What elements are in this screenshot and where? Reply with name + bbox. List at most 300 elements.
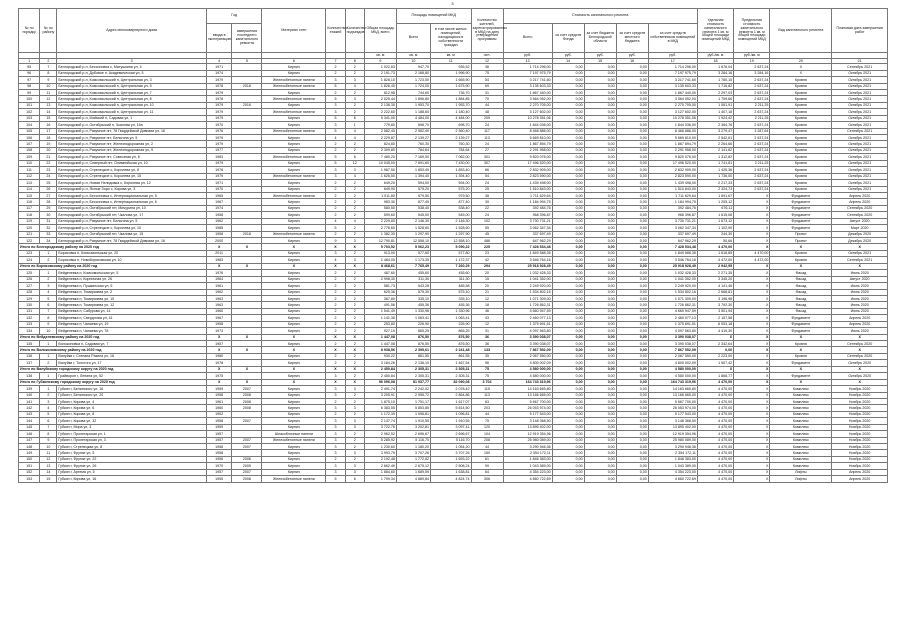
cell-lim: X [734, 386, 770, 392]
cell-u: 4 470,00 [697, 392, 733, 398]
column-number-cell: 9 [364, 58, 396, 64]
cell-e: 2 [345, 70, 364, 76]
cell-f: 4 [326, 135, 345, 141]
cell-dt: Март 2020 [832, 225, 888, 231]
cell-m: Кирпич [262, 418, 326, 424]
table-body [19, 53, 888, 483]
cell-c2: 0,00 [584, 366, 616, 372]
cell-p: 69 [471, 83, 503, 89]
cell-m: Кирпич [262, 341, 326, 347]
cell-c3: 0,00 [616, 476, 648, 482]
col-cost-owners: за счет средств собственников помещений в МКД [648, 24, 697, 53]
cell-s1: 467,60 [364, 270, 396, 276]
cell-c: 5 177 543,00 [503, 411, 552, 417]
cell-c1: 0,00 [552, 398, 584, 404]
cell-s2: 2 139,27 [396, 135, 430, 141]
cell-c2: 0,00 [584, 238, 616, 244]
cell-c3: 0,00 [616, 411, 648, 417]
cell-c4: 12 919 354,96 [648, 431, 697, 437]
cell-c2: 0,00 [584, 341, 616, 347]
cell-m: Кирпич [262, 411, 326, 417]
cell-c: 3 127 602,00 [503, 109, 552, 115]
cell-c2: 0,00 [584, 128, 616, 134]
cell-lim: 2 637,24 [734, 83, 770, 89]
cell-c2: 0,00 [584, 244, 616, 250]
cell-c4: 337 697,49 [648, 231, 697, 237]
cell-e: X [345, 379, 364, 385]
cell-dt: Сентябрь 2020 [832, 205, 888, 211]
row-number: 129 [19, 295, 40, 301]
cell-c1: 0,00 [552, 289, 584, 295]
cell-t: Фасад [770, 276, 832, 282]
cell-e: 2 [345, 205, 364, 211]
row-address: Вейделевка п, Комсомольская ул, 5 [57, 270, 206, 276]
cell-c3: 0,00 [616, 418, 648, 424]
cell-c1: 0,00 [552, 167, 584, 173]
row-district-number: 4 [40, 289, 57, 295]
cell-c2: 0,00 [584, 276, 616, 282]
cell-s1: 96 096,08 [364, 379, 396, 385]
cell-c: 164 743 319,96 [503, 379, 552, 385]
cell-e: 2 [345, 295, 364, 301]
cell-c3: 0,00 [616, 96, 648, 102]
cell-c: 4 800 002,09 [503, 360, 552, 366]
cell-c1: 0,00 [552, 128, 584, 134]
cell-t: Кровля [770, 96, 832, 102]
col-type: Вид капитального ремонта [770, 9, 832, 53]
cell-c3: 0,00 [616, 328, 648, 334]
capital-repair-table [18, 8, 888, 483]
cell-s3: 736,70 [430, 89, 471, 95]
cell-t: X [770, 64, 832, 70]
cell-dt: Октябрь 2021 [832, 141, 888, 147]
row-district-number: 20 [40, 147, 57, 153]
cell-e: 3 [345, 238, 364, 244]
cell-t: Кровля [770, 122, 832, 128]
cell-s2: 2 146,30 [396, 218, 430, 224]
cell-s1: 1 011,80 [364, 192, 396, 198]
cell-s1: 2 491,74 [364, 386, 396, 392]
cell-c4: 3 390 038,07 [648, 341, 697, 347]
cell-s3: 1 467,54 [430, 360, 471, 366]
cell-f: 2 [326, 186, 345, 192]
row-number: 120 [19, 225, 40, 231]
column-number-cell: 8 [345, 58, 364, 64]
row-district-number: 2 [40, 392, 57, 398]
cell-c3: 0,00 [616, 463, 648, 469]
cell-c4: 5 669 810,00 [648, 135, 697, 141]
cell-p: 64 [471, 469, 503, 475]
cell-c4: 26 053 974,00 [648, 405, 697, 411]
cell-y: 2011 [206, 250, 232, 256]
cell-m: Кирпич [262, 64, 326, 70]
cell-dt: Июнь 2020 [832, 270, 888, 276]
cell-c3: 0,00 [616, 373, 648, 379]
cell-f: 5 [326, 154, 345, 160]
row-district-number: 8 [40, 70, 57, 76]
cell-c1: 0,00 [552, 379, 584, 385]
cell-m: Кирпич [262, 199, 326, 205]
cell-f: 3 [326, 405, 345, 411]
row-address: Белгородский р-н, Новая Нелидовка с, Королева ул, 12 [57, 180, 206, 186]
row-district-number: 14 [40, 109, 57, 115]
cell-s1: 580,50 [364, 205, 396, 211]
cell-lim: X [734, 424, 770, 430]
cell-c1: 0,00 [552, 77, 584, 83]
cell-c2: 0,00 [584, 186, 616, 192]
cell-y: 1963 [206, 302, 232, 308]
cell-s1: 1 447,08 [364, 334, 396, 340]
cell-y: 1980 [206, 353, 232, 359]
cell-lim: X [734, 418, 770, 424]
cell-m: Кирпич [262, 102, 326, 108]
cell-t: Кровля [770, 250, 832, 256]
cell-c2: 0,00 [584, 257, 616, 263]
cell-y: 1959 [206, 386, 232, 392]
column-number-cell: 11 [430, 58, 471, 64]
cell-f: 2 [326, 341, 345, 347]
cell-f: 3 [326, 463, 345, 469]
row-district-number: 16 [40, 122, 57, 128]
cell-p: 294 [471, 263, 503, 269]
cell-r: 2007 [232, 437, 262, 443]
cell-c2: 0,00 [584, 463, 616, 469]
cell-f: 2 [326, 276, 345, 282]
cell-dt: Октябрь 2021 [832, 109, 888, 115]
cell-c4: 7 867 552,09 [648, 347, 697, 353]
cell-m: Кирпич [262, 398, 326, 404]
cell-e: 2 [345, 392, 364, 398]
cell-y: 1978 [206, 96, 232, 102]
cell-c4: 9 820 076,00 [648, 154, 697, 160]
cell-dt: Апрель 2020 [832, 476, 888, 482]
cell-s2: 876,50 [396, 341, 430, 347]
unit-cell: руб. [584, 53, 616, 59]
cell-f: 2 [326, 205, 345, 211]
cell-t: Кровля [770, 180, 832, 186]
cell-c: 2 460 077,13 [503, 315, 552, 321]
row-district-number: 15 [40, 115, 57, 121]
unit-cell: кв. м [364, 53, 396, 59]
row-address: Белгородский р-н, Бессоновка с, Интернациональная ул, 6 [57, 199, 206, 205]
cell-c2: 0,00 [584, 386, 616, 392]
cell-s1: 1 541,49 [364, 308, 396, 314]
cell-e: 2 [345, 283, 364, 289]
cell-c1: 0,00 [552, 250, 584, 256]
row-address: Белгородский р-н, Стрелецкое с, Королева ул, 8 [57, 167, 206, 173]
cell-s2: 455,36 [396, 302, 430, 308]
cell-e: 2 [345, 186, 364, 192]
column-number-cell: 10 [396, 58, 430, 64]
cell-e: 3 [345, 469, 364, 475]
row-number: 133 [19, 321, 40, 327]
cell-c3: 0,00 [616, 263, 648, 269]
cell-c4: 4 354 223,00 [648, 469, 697, 475]
cell-c3: 0,00 [616, 308, 648, 314]
column-number-cell: 13 [503, 58, 552, 64]
row-address: Вейделевка п, Кирпичная ул, 26 [57, 276, 206, 282]
cell-c2: 0,00 [584, 147, 616, 153]
row-address: Белгородский р-н, Комсомольский п, Центральная ул, 7 [57, 89, 206, 95]
cell-c4: 1 041 352,00 [648, 276, 697, 282]
cell-y: 1967 [206, 199, 232, 205]
cell-y: 1967 [206, 315, 232, 321]
cell-u: 1 673,12 [697, 218, 733, 224]
cell-dt: X [832, 334, 888, 340]
cell-c4: 5 177 543,00 [648, 411, 697, 417]
row-address: Вейделевка п, Сабурова ул, 14 [57, 308, 206, 314]
row-number: 111 [19, 167, 40, 173]
cell-t: Фундамент [770, 199, 832, 205]
cell-y: 1957 [206, 431, 232, 437]
cell-s3: 1 675,90 [430, 83, 471, 89]
cell-s1: 2 309,80 [364, 147, 396, 153]
cell-s1: 1 799,34 [364, 476, 396, 482]
cell-lim: 2 211,25 [734, 115, 770, 121]
cell-t: Кровля [770, 102, 832, 108]
cell-p: 70 [471, 96, 503, 102]
cell-c: 1 867 894,79 [503, 141, 552, 147]
cell-f: X [326, 379, 345, 385]
cell-p: 44 [471, 444, 503, 450]
cell-c: 968 396,87 [503, 212, 552, 218]
cell-s2: 1 528,60 [396, 225, 430, 231]
cell-e: 2 [345, 321, 364, 327]
col-year-group: Год [206, 9, 262, 24]
cell-s3: 575,20 [430, 186, 471, 192]
cell-e: 2 [345, 456, 364, 462]
cell-c3: 0,00 [616, 141, 648, 147]
cell-s3: 698,70 [430, 122, 471, 128]
cell-p: 44 [471, 411, 503, 417]
cell-s2: 543,28 [396, 283, 430, 289]
row-address: Валуйки г, Толстого ул, 17 [57, 360, 206, 366]
cell-lim: X [734, 289, 770, 295]
cell-c: 10 278 351,06 [503, 115, 552, 121]
cell-p: 45 [471, 231, 503, 237]
cell-u: 4 470,00 [697, 244, 733, 250]
cell-c4: 1 510 843,00 [648, 186, 697, 192]
cell-u: 1 716,82 [697, 83, 733, 89]
row-number: 134 [19, 328, 40, 334]
cell-dt: Ноябрь 2020 [832, 456, 888, 462]
row-address: Борисовка п, Новоборисовская ул, 10 [57, 257, 206, 263]
cell-u: 1 615,08 [697, 212, 733, 218]
row-number: 124 [19, 257, 40, 263]
cell-c2: 0,00 [584, 64, 616, 70]
cell-t: Комплекс [770, 431, 832, 437]
cell-c1: 0,00 [552, 96, 584, 102]
col-address: Адрес многоквартирного дома [57, 9, 206, 53]
cell-c4: 3 135 603,33 [648, 83, 697, 89]
cell-s3: 2 078,42 [430, 386, 471, 392]
cell-c: 2 249 920,00 [503, 283, 552, 289]
cell-f: 2 [326, 70, 345, 76]
cell-p: 15 [471, 276, 503, 282]
cell-p: 63 [471, 398, 503, 404]
cell-u: 1 616,85 [697, 250, 733, 256]
row-address: Белгородский р-н, Комсомольский п, Центральная ул, 11 [57, 109, 206, 115]
cell-s1: 1 884,60 [364, 469, 396, 475]
cell-lim: X [734, 456, 770, 462]
cell-c4: 1 375 691,51 [648, 321, 697, 327]
row-number: 126 [19, 276, 40, 282]
cell-dt: Июнь 2020 [832, 302, 888, 308]
cell-p: 22 [471, 205, 503, 211]
row-address: Губкин г, Мира ул, 3 [57, 424, 206, 430]
cell-y: 1979 [206, 135, 232, 141]
row-district-number: 33 [40, 231, 57, 237]
cell-c4: 2 460 077,13 [648, 315, 697, 321]
cell-c2: 0,00 [584, 424, 616, 430]
cell-c3: 0,00 [616, 122, 648, 128]
cell-p: 113 [471, 392, 503, 398]
cell-s1: 1 022,83 [364, 64, 396, 70]
column-number-cell: 4 [206, 58, 232, 64]
cell-t: Проект [770, 238, 832, 244]
cell-p: 133 [471, 347, 503, 353]
cell-u: 3 284,16 [697, 70, 733, 76]
cell-dt: X [832, 366, 888, 372]
cell-p: 31 [471, 89, 503, 95]
cell-p: 38 [471, 192, 503, 198]
row-district-number: 1 [40, 373, 57, 379]
cell-f: 3 [326, 469, 345, 475]
cell-s1: 367,80 [364, 295, 396, 301]
cell-c1: 0,00 [552, 70, 584, 76]
row-number: 119 [19, 218, 40, 224]
cell-s3: 7 260,29 [430, 263, 471, 269]
cell-r: 2007 [232, 418, 262, 424]
row-number: 132 [19, 315, 40, 321]
cell-s1: 649,20 [364, 180, 396, 186]
cell-m: Шлакоблочные панели [262, 431, 326, 437]
cell-f: 2 [326, 302, 345, 308]
cell-y: 1958 [206, 450, 232, 456]
cell-y: 1976 [206, 128, 232, 134]
row-number: 149 [19, 450, 40, 456]
cell-c2: 0,00 [584, 321, 616, 327]
cell-c2: 0,00 [584, 231, 616, 237]
row-address: Белгородский р-н, Октябрьский пгт, Мичурина ул, 10 [57, 205, 206, 211]
row-address: Вейделевка п, Тимирязева ул, 12 [57, 302, 206, 308]
row-address: Вейделевка п, Чапаева ул, 19 [57, 321, 206, 327]
cell-p: 75 [471, 366, 503, 372]
cell-e: 2 [345, 411, 364, 417]
col-limit-cost: Предельная стоимость капитального ремонта 1 кв. м общей площади помещений МКД [734, 9, 770, 53]
row-district-number: 2 [40, 257, 57, 263]
column-number-cell: 17 [648, 58, 697, 64]
cell-e: X [345, 366, 364, 372]
cell-s2: 1 853,40 [396, 167, 430, 173]
cell-y: 1974 [206, 205, 232, 211]
col-floors: Количество этажей [326, 9, 345, 53]
page-number: 3 [451, 1, 454, 6]
cell-s1: 581,73 [364, 283, 396, 289]
cell-s3: 1 638,81 [430, 469, 471, 475]
row-district-number: 10 [40, 328, 57, 334]
cell-c: 3 546 764,16 [503, 257, 552, 263]
cell-lim: X [734, 379, 770, 385]
cell-dt: X [832, 347, 888, 353]
cell-y: 1958 [206, 418, 232, 424]
cell-dt: X [832, 263, 888, 269]
cell-s1: 2 138,30 [364, 102, 396, 108]
row-number: 113 [19, 180, 40, 186]
row-address: Губкин г, Белинского ул, 16 [57, 386, 206, 392]
cell-c: 1 714 296,00 [503, 64, 552, 70]
cell-f: 2 [326, 283, 345, 289]
cell-s1: 2 998,30 [364, 276, 396, 282]
cell-u: 3 279,47 [697, 128, 733, 134]
cell-m: Железобетонные панели [262, 476, 326, 482]
cell-c1: 0,00 [552, 192, 584, 198]
cell-c4: 1 043 389,00 [648, 463, 697, 469]
cell-u: 3 196,98 [697, 295, 733, 301]
cell-e: 3 [345, 167, 364, 173]
cell-dt: Декабрь 2020 [832, 238, 888, 244]
cell-c1: 0,00 [552, 225, 584, 231]
column-number-cell: 20 [770, 58, 832, 64]
cell-y: 1979 [206, 141, 232, 147]
cell-r: X [232, 244, 262, 250]
cell-t: Лифты [770, 476, 832, 482]
cell-e: X [345, 347, 364, 353]
cell-p: 25 [471, 186, 503, 192]
cell-s1: 5 703,52 [364, 244, 396, 250]
cell-t: Фундамент [770, 192, 832, 198]
cell-dt: Октябрь 2021 [832, 115, 888, 121]
cell-c1: 0,00 [552, 205, 584, 211]
cell-e: 2 [345, 102, 364, 108]
cell-c2: 0,00 [584, 205, 616, 211]
cell-c3: 0,00 [616, 366, 648, 372]
cell-c: 1 184 994,75 [503, 199, 552, 205]
cell-s2: 226,90 [396, 321, 430, 327]
cell-c3: 0,00 [616, 102, 648, 108]
row-district-number: 1 [40, 250, 57, 256]
cell-c: 3 390 038,07 [503, 334, 552, 340]
cell-f: 5 [326, 83, 345, 89]
cell-p: 24 [471, 141, 503, 147]
cell-c1: 0,00 [552, 456, 584, 462]
cell-s1: 2 962,52 [364, 431, 396, 437]
row-number: 147 [19, 437, 40, 443]
cell-c: 3 148 368,50 [503, 418, 552, 424]
cell-s1: 2 582,40 [364, 128, 396, 134]
cell-c3: 0,00 [616, 89, 648, 95]
cell-m: Кирпич [262, 135, 326, 141]
cell-m: Кирпич [262, 289, 326, 295]
cell-f: 5 [326, 476, 345, 482]
cell-c: 1 867 440,00 [503, 89, 552, 95]
cell-lim: X [734, 321, 770, 327]
cell-c4: 3 290 946,36 [648, 444, 697, 450]
cell-f: 4 [326, 218, 345, 224]
cell-s2: 7 691,60 [396, 160, 430, 166]
cell-y: 1964 [206, 276, 232, 282]
cell-u: 1 312,82 [697, 154, 733, 160]
row-address: Губкин г, Кирова ул, 6 [57, 405, 206, 411]
cell-c2: 0,00 [584, 456, 616, 462]
cell-y: 1956 [206, 456, 232, 462]
cell-c: 7 867 552,09 [503, 347, 552, 353]
cell-f: 2 [326, 192, 345, 198]
cell-lim: X [734, 392, 770, 398]
cell-lim: 2 211,25 [734, 102, 770, 108]
cell-r: 2018 [232, 231, 262, 237]
cell-c2: 0,00 [584, 431, 616, 437]
